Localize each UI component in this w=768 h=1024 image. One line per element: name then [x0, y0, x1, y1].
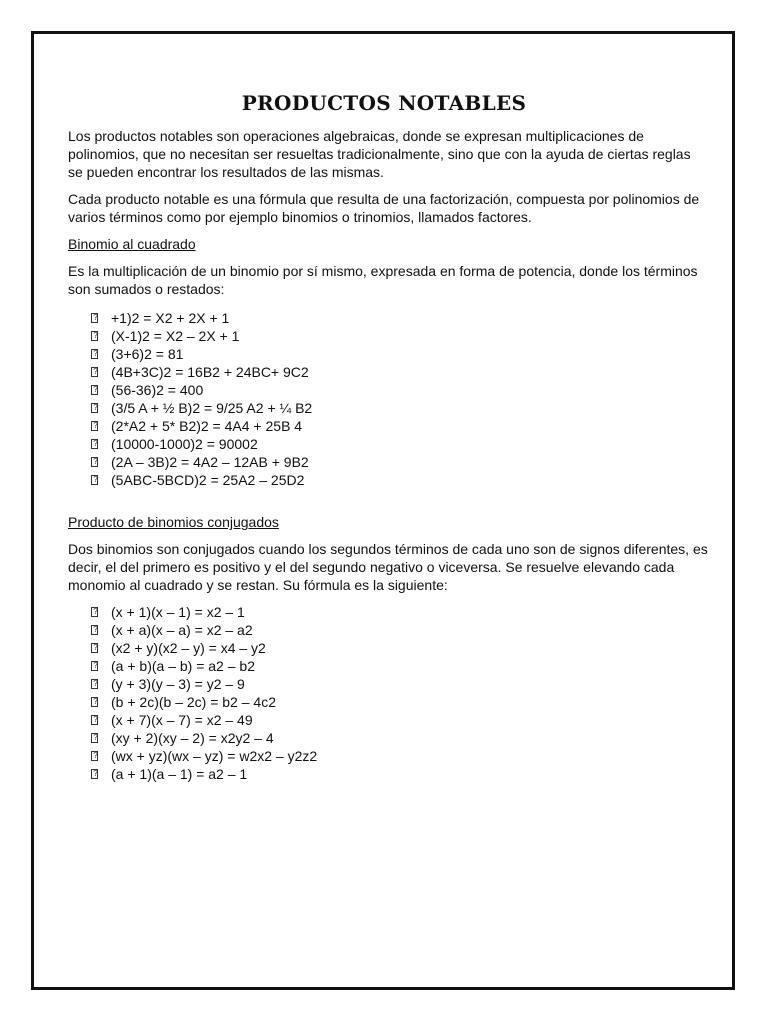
list-item	[91, 675, 708, 693]
page-title: PRODUCTOS NOTABLES	[241, 91, 527, 115]
list-item-text: (X-1)2 = X2 – 2X + 1	[111, 328, 240, 344]
bullet-icon	[91, 349, 98, 359]
bullet-icon	[91, 331, 98, 341]
bullet-icon	[91, 457, 98, 467]
bullet-icon	[91, 607, 98, 617]
intro-paragraph-2: Cada producto notable es una fórmula que resulta de una factorización, compuesta por polinomios de varios términos como por ejemplo binomios o trinomios, llamados factores.	[68, 191, 700, 225]
list-item-text: (y + 3)(y – 3) = y2 – 9	[111, 676, 245, 692]
list-item-text: (3/5 A + ½ B)2 = 9/25 A2 + ¼ B2	[111, 400, 313, 416]
list-item	[91, 471, 708, 489]
bullet-icon	[91, 625, 98, 635]
list-item-text: (x + a)(x – a) = x2 – a2	[111, 622, 253, 638]
bullet-icon	[91, 697, 98, 707]
bullet-icon	[91, 751, 98, 761]
bullet-icon	[91, 421, 98, 431]
bullet-icon	[91, 385, 98, 395]
list-item	[91, 399, 708, 417]
bullet-icon	[91, 661, 98, 671]
list-item-text: (56-36)2 = 400	[111, 382, 204, 398]
section-heading-binomios-conjugados: Producto de binomios conjugados	[68, 514, 279, 530]
binomio-al-cuadrado-list	[68, 309, 708, 489]
list-item	[91, 381, 708, 399]
binomios-conjugados-list	[68, 603, 708, 783]
list-item	[91, 747, 708, 765]
list-item-text: (xy + 2)(xy – 2) = x2y2 – 4	[111, 730, 274, 746]
list-item	[91, 453, 708, 471]
document-body	[68, 127, 708, 783]
list-item-text: (b + 2c)(b – 2c) = b2 – 4c2	[111, 694, 276, 710]
list-item-text: +1)2 = X2 + 2X + 1	[111, 310, 230, 326]
list-item	[91, 711, 708, 729]
list-item	[91, 345, 708, 363]
list-item	[91, 363, 708, 381]
bullet-icon	[91, 733, 98, 743]
list-item	[91, 693, 708, 711]
bullet-icon	[91, 367, 98, 377]
list-item-text: (x + 1)(x – 1) = x2 – 1	[111, 604, 245, 620]
section-description-binomios-conjugados: Dos binomios son conjugados cuando los segundos términos de cada uno son de signos diferentes, es decir, el del primero es positivo y el del segundo negativo o viceversa. Se resuelve elevando cada monomio al cuadrado y se restan. Su fórmula es la siguiente:	[68, 541, 708, 593]
section-heading-binomio-al-cuadrado: Binomio al cuadrado	[68, 236, 196, 252]
section-description-binomio-al-cuadrado: Es la multiplicación de un binomio por sí mismo, expresada en forma de potencia, donde los términos son sumados o restados:	[68, 263, 698, 297]
list-item	[91, 327, 708, 345]
list-item-text: (5ABC-5BCD)2 = 25A2 – 25D2	[111, 472, 305, 488]
list-item-text: (2A – 3B)2 = 4A2 – 12AB + 9B2	[111, 454, 309, 470]
list-item-text: (4B+3C)2 = 16B2 + 24BC+ 9C2	[111, 364, 309, 380]
bullet-icon	[91, 313, 98, 323]
bullet-icon	[91, 679, 98, 689]
list-item	[91, 417, 708, 435]
bullet-icon	[91, 769, 98, 779]
list-item	[91, 603, 708, 621]
list-item-text: (2*A2 + 5* B2)2 = 4A4 + 25B 4	[111, 418, 303, 434]
list-item	[91, 765, 708, 783]
list-item	[91, 657, 708, 675]
list-item-text: (10000-1000)2 = 90002	[111, 436, 258, 452]
list-item-text: (x + 7)(x – 7) = x2 – 49	[111, 712, 253, 728]
list-item	[91, 639, 708, 657]
list-item	[91, 729, 708, 747]
list-item-text: (a + b)(a – b) = a2 – b2	[111, 658, 255, 674]
bullet-icon	[91, 403, 98, 413]
bullet-icon	[91, 643, 98, 653]
list-item-text: (a + 1)(a – 1) = a2 – 1	[111, 766, 248, 782]
intro-paragraph-1: Los productos notables son operaciones algebraicas, donde se expresan multiplicaciones de polinomios, que no necesitan ser resueltas tradicionalmente, sino que con la ayuda de ciertas reglas se pueden encontrar los resultados de las mismas.	[68, 128, 691, 180]
bullet-icon	[91, 475, 98, 485]
list-item	[91, 435, 708, 453]
list-item	[91, 309, 708, 327]
list-item-text: (x2 + y)(x2 – y) = x4 – y2	[111, 640, 266, 656]
bullet-icon	[91, 439, 98, 449]
bullet-icon	[91, 715, 98, 725]
list-item-text: (3+6)2 = 81	[111, 346, 184, 362]
list-item-text: (wx + yz)(wx – yz) = w2x2 – y2z2	[111, 748, 318, 764]
list-item	[91, 621, 708, 639]
